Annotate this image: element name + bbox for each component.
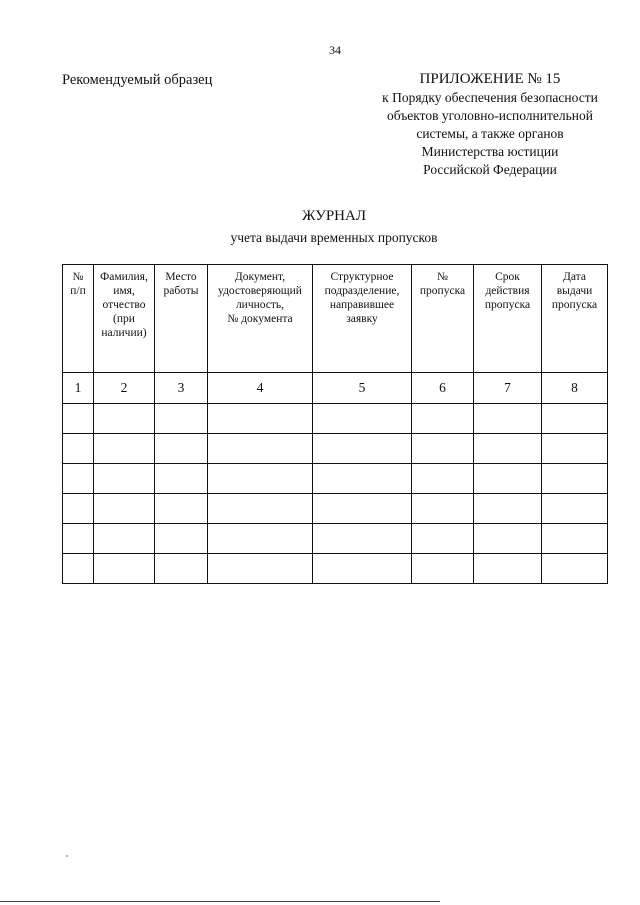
header-line: направившее: [329, 299, 395, 311]
journal-title: ЖУРНАЛ: [301, 208, 367, 224]
empty-table-cell: [208, 524, 313, 554]
header-cell-pass-number: [412, 265, 474, 373]
empty-table-cell: [474, 554, 542, 584]
column-number: 5: [313, 373, 412, 404]
empty-table-cell: [542, 494, 608, 524]
empty-table-cell: [63, 464, 94, 494]
header-line: наличии): [101, 327, 147, 339]
header-line: подразделение,: [324, 285, 400, 297]
header-line: Фамилия,: [100, 271, 148, 283]
header-line: Дата: [563, 271, 586, 283]
empty-table-cell: [412, 434, 474, 464]
empty-table-cell: [208, 464, 313, 494]
empty-table-row: [63, 464, 608, 494]
header-line: пропуска: [551, 299, 598, 311]
empty-table-cell: [208, 494, 313, 524]
header-line: выдачи: [556, 285, 593, 297]
empty-table-cell: [474, 464, 542, 494]
journal-subtitle: учета выдачи временных пропусков: [230, 230, 438, 245]
empty-table-row: [63, 404, 608, 434]
empty-table-cell: [313, 524, 412, 554]
header-line: п/п: [70, 285, 86, 297]
empty-table-cell: [63, 494, 94, 524]
header-cell-number: [63, 265, 94, 373]
header-cell-full-name: [94, 265, 155, 373]
empty-table-cell: [155, 494, 208, 524]
empty-table-cell: [542, 524, 608, 554]
appendix-line: Российской Федерации: [423, 162, 557, 177]
empty-table-cell: [313, 554, 412, 584]
empty-table-cell: [313, 494, 412, 524]
empty-table-cell: [155, 524, 208, 554]
empty-table-cell: [94, 434, 155, 464]
empty-table-cell: [208, 404, 313, 434]
empty-table-cell: [63, 404, 94, 434]
column-number-row: [63, 373, 608, 404]
empty-table-cell: [474, 434, 542, 464]
header-cell-department: [313, 265, 412, 373]
column-number: 4: [208, 373, 313, 404]
appendix-line: к Порядку обеспечения безопасности: [382, 90, 598, 105]
sample-label: Рекомендуемый образец: [62, 72, 213, 88]
empty-table-cell: [542, 554, 608, 584]
header-line: Место: [165, 271, 197, 283]
appendix-line: Министерства юстиции: [421, 144, 559, 159]
column-number: 2: [94, 373, 155, 404]
header-line: работы: [163, 285, 199, 297]
empty-table-cell: [94, 404, 155, 434]
header-cell-workplace: [155, 265, 208, 373]
header-line: пропуска: [419, 285, 466, 297]
appendix-line: системы, а также органов: [416, 126, 564, 141]
empty-table-cell: [412, 554, 474, 584]
header-line: действия: [485, 285, 530, 297]
empty-rows-body: [63, 404, 608, 584]
empty-table-cell: [412, 524, 474, 554]
empty-table-cell: [63, 524, 94, 554]
empty-table-cell: [94, 494, 155, 524]
column-number: 7: [474, 373, 542, 404]
empty-table-cell: [313, 404, 412, 434]
appendix-line: объектов уголовно-исполнительной: [387, 108, 593, 123]
header-line: №: [72, 271, 84, 283]
header-line: удостоверяющий: [218, 285, 302, 297]
header-line: Документ,: [234, 271, 286, 283]
header-line: заявку: [346, 313, 378, 325]
empty-table-cell: [155, 464, 208, 494]
empty-table-cell: [94, 464, 155, 494]
empty-table-cell: [94, 554, 155, 584]
empty-table-cell: [155, 554, 208, 584]
empty-table-cell: [208, 554, 313, 584]
appendix-title: ПРИЛОЖЕНИЕ № 15: [419, 71, 561, 87]
header-line: № документа: [227, 313, 293, 325]
empty-table-row: [63, 434, 608, 464]
empty-table-cell: [412, 404, 474, 434]
header-line: пропуска: [484, 299, 531, 311]
column-number: 6: [412, 373, 474, 404]
column-number: 1: [63, 373, 94, 404]
page-number: 34: [329, 43, 341, 57]
header-line: Структурное: [330, 271, 394, 283]
scan-speck: [66, 855, 68, 857]
column-number: 8: [542, 373, 608, 404]
header-line: Срок: [495, 271, 520, 283]
header-line: отчество: [102, 299, 146, 311]
empty-table-cell: [155, 434, 208, 464]
empty-table-cell: [474, 404, 542, 434]
header-cell-id-document: [208, 265, 313, 373]
empty-table-row: [63, 524, 608, 554]
header-line: личность,: [235, 299, 285, 311]
header-line: №: [437, 271, 448, 283]
bottom-edge-line: [0, 901, 440, 902]
empty-table-cell: [313, 434, 412, 464]
empty-table-cell: [474, 494, 542, 524]
empty-table-row: [63, 554, 608, 584]
empty-table-cell: [63, 554, 94, 584]
empty-table-cell: [542, 464, 608, 494]
empty-table-cell: [208, 434, 313, 464]
column-number: 3: [155, 373, 208, 404]
empty-table-cell: [542, 434, 608, 464]
header-cell-issue-date: [542, 265, 608, 373]
empty-table-cell: [412, 464, 474, 494]
empty-table-cell: [313, 464, 412, 494]
empty-table-cell: [94, 524, 155, 554]
empty-table-cell: [155, 404, 208, 434]
empty-table-cell: [542, 404, 608, 434]
appendix-block: [355, 70, 625, 179]
empty-table-cell: [474, 524, 542, 554]
header-cell-validity: [474, 265, 542, 373]
header-line: имя,: [113, 285, 135, 297]
header-line: (при: [113, 313, 135, 325]
empty-table-row: [63, 494, 608, 524]
empty-table-cell: [412, 494, 474, 524]
journal-table: [62, 264, 608, 584]
empty-table-cell: [63, 434, 94, 464]
header-row: [63, 265, 608, 373]
